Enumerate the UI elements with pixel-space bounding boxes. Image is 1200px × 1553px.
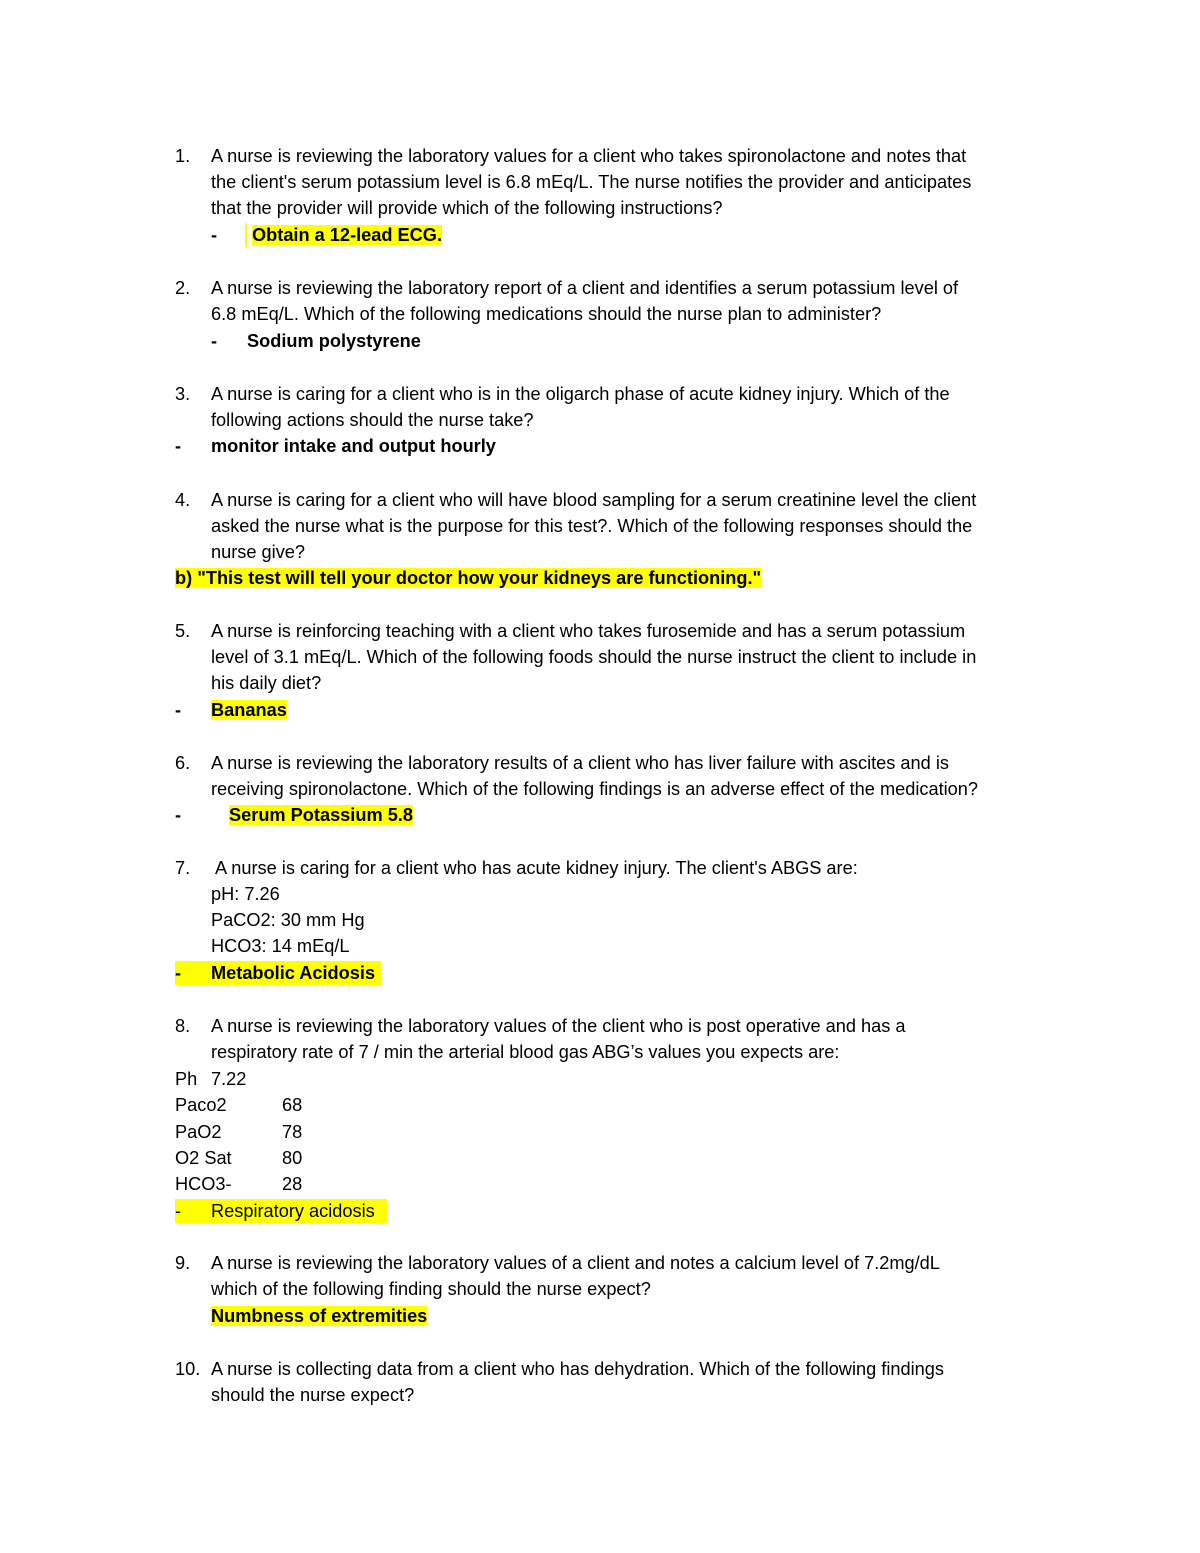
question-text-line: respiratory rate of 7 / min the arterial blood gas ABG’s values you expects are: xyxy=(211,1042,840,1062)
question-text-line: A nurse is reviewing the laboratory results of a client who has liver failure with ascites and is xyxy=(211,753,949,773)
answer-dash: - xyxy=(175,805,182,825)
question-number: 10. xyxy=(175,1359,201,1379)
question-number: 3. xyxy=(175,384,191,404)
lab-value: 28 xyxy=(282,1174,303,1194)
question-text-line: A nurse is collecting data from a client who has dehydration. Which of the following findings xyxy=(211,1359,944,1379)
question-text-line: A nurse is caring for a client who is in the oligarch phase of acute kidney injury. Which of the xyxy=(211,384,950,404)
answer-text: Bananas xyxy=(211,700,287,720)
question-number: 6. xyxy=(175,753,191,773)
answer-dash: - xyxy=(175,1201,182,1221)
question-text-line: nurse give? xyxy=(211,542,306,562)
abg-value: PaCO2: 30 mm Hg xyxy=(211,910,365,930)
question-text-line: A nurse is reinforcing teaching with a client who takes furosemide and has a serum potassium xyxy=(211,621,966,641)
answer-text: Respiratory acidosis xyxy=(211,1201,375,1221)
question-text-line: level of 3.1 mEq/L. Which of the following foods should the nurse instruct the client to include in xyxy=(211,647,977,667)
lab-label: Ph xyxy=(175,1069,198,1089)
lab-value: 7.22 xyxy=(211,1069,247,1089)
question-text-line: A nurse is caring for a client who has acute kidney injury. The client's ABGS are: xyxy=(211,858,858,878)
question-number: 2. xyxy=(175,278,191,298)
abg-value: pH: 7.26 xyxy=(211,884,280,904)
lab-label: O2 Sat xyxy=(175,1148,232,1168)
answer-text: Metabolic Acidosis xyxy=(211,963,376,983)
question-text-line: A nurse is reviewing the laboratory values of the client who is post operative and has a xyxy=(211,1016,906,1036)
answer-text: Obtain a 12-lead ECG. xyxy=(245,223,442,247)
question-number: 4. xyxy=(175,490,191,510)
abg-value: HCO3: 14 mEq/L xyxy=(211,936,350,956)
question-text-line: A nurse is caring for a client who will have blood sampling for a serum creatinine level the client xyxy=(211,490,977,510)
question-text-line: should the nurse expect? xyxy=(211,1385,415,1405)
lab-value: 78 xyxy=(282,1122,303,1142)
question-text-line: which of the following finding should the nurse expect? xyxy=(211,1279,651,1299)
question-text-line: receiving spironolactone. Which of the following findings is an adverse effect of the medication? xyxy=(211,779,979,799)
lab-value: 80 xyxy=(282,1148,303,1168)
question-number: 7. xyxy=(175,858,191,878)
answer-text: b) "This test will tell your doctor how your kidneys are functioning." xyxy=(175,568,762,588)
answer-dash: - xyxy=(211,225,218,245)
lab-value: 68 xyxy=(282,1095,303,1115)
question-text-line: A nurse is reviewing the laboratory report of a client and identifies a serum potassium level of xyxy=(211,278,959,298)
answer-text: Sodium polystyrene xyxy=(247,331,421,351)
answer-dash: - xyxy=(175,700,182,720)
question-text-line: that the provider will provide which of the following instructions? xyxy=(211,198,723,218)
question-text-line: A nurse is reviewing the laboratory values for a client who takes spironolactone and notes that xyxy=(211,146,967,166)
answer-highlight xyxy=(175,1199,387,1223)
answer-dash: - xyxy=(175,436,182,456)
answer-text: Serum Potassium 5.8 xyxy=(229,805,413,825)
lab-label: HCO3- xyxy=(175,1174,232,1194)
lab-label: PaO2 xyxy=(175,1122,222,1142)
question-text-line: A nurse is reviewing the laboratory values of a client and notes a calcium level of 7.2mg/dL xyxy=(211,1253,940,1273)
question-number: 9. xyxy=(175,1253,191,1273)
lab-label: Paco2 xyxy=(175,1095,227,1115)
question-text-line: the client's serum potassium level is 6.8 mEq/L. The nurse notifies the provider and anticipates xyxy=(211,172,972,192)
answer-dash: - xyxy=(211,331,218,351)
question-text-line: asked the nurse what is the purpose for this test?. Which of the following responses should the xyxy=(211,516,973,536)
answer-text: Numbness of extremities xyxy=(211,1306,428,1326)
question-number: 1. xyxy=(175,146,191,166)
question-text-line: his daily diet? xyxy=(211,673,322,693)
answer-highlight xyxy=(175,961,381,985)
question-text-line: 6.8 mEq/L. Which of the following medications should the nurse plan to administer? xyxy=(211,304,882,324)
question-number: 8. xyxy=(175,1016,191,1036)
question-text-line: following actions should the nurse take? xyxy=(211,410,534,430)
answer-dash: - xyxy=(175,963,182,983)
answer-text: monitor intake and output hourly xyxy=(211,436,496,456)
question-number: 5. xyxy=(175,621,191,641)
